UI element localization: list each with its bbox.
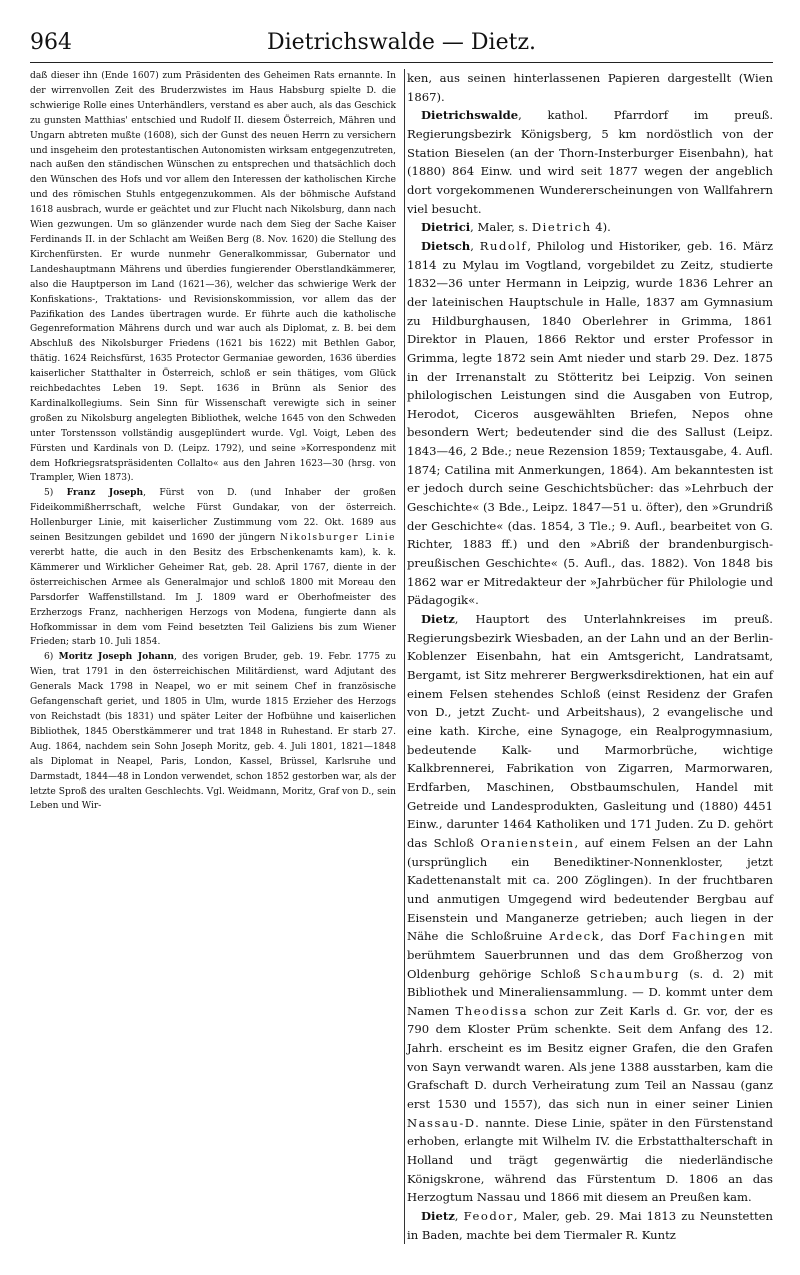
running-head: Dietrichswalde — Dietz. <box>266 30 537 55</box>
entry-text: , kathol. Pfarrdorf im preuß. Regierungsbezirk Königsberg, 5 km nordöstlich von der Station Bieselen (an der Thorn-Insterburger Eisenbahn), hat (1880) 864 Einw. und wird seit 1877 wegen der angeblich dort vorgekommenen Wundererscheinungen von Wallfahrern viel besucht. <box>407 108 773 216</box>
entry-dietz-place <box>407 610 773 1207</box>
place-name: Fachingen <box>671 929 747 944</box>
place-name: Theodissa <box>455 1003 528 1018</box>
page-number: 964 <box>30 30 72 55</box>
cross-reference: Dietrich <box>531 220 592 235</box>
headword: Dietsch <box>421 238 471 253</box>
entry-franz-joseph <box>30 486 396 650</box>
given-name: Feodor <box>463 1209 514 1224</box>
entry-text: , das Dorf <box>600 929 672 944</box>
given-name: Rudolf <box>479 238 528 253</box>
place-name: Oranienstein <box>480 835 575 850</box>
paragraph-text: ken, aus seinen hinterlassenen Papieren dargestellt (Wien 1867). <box>407 71 773 104</box>
place-name: Ardeck <box>549 929 601 944</box>
headword: Dietz <box>421 1209 455 1224</box>
entry-dietz-feodor: Dietz, Feodor, Maler, geb. 29. Mai 1813 zu Neunstetten in Baden, machte bei dem Tiermaler R. Kuntz <box>407 1209 773 1242</box>
entry-text: , Philolog und Historiker, geb. 16. März 1814 zu Mylau im Vogtland, vorgebildet zu Zeitz, studierte 1832—36 unter Hermann in Leipzig, wurde 1836 Lehrer an der lateinischen Hauptschule in Halle, 1837 am Gymnasium zu Hildburghausen, 1840 Oberlehrer in Grimma, 1861 Direktor in Plauen, 1866 Rektor und erster Professor in Grimma, legte 1872 sein Amt nieder und starb 29. Dez. 1875 in der Irrenanstalt zu Stötteritz bei Leipzig. Von seinen philologischen Leistungen sind die Ausgaben von Eutrop, Herodot, Ciceros ausgewählten Briefen, Nepos ohne besondern Wert; bedeutender sind die des Sallust (Leipz. 1843—46, 2 Bde.; neue Rezension 1859; Textausgabe, 4. Aufl. 1874; Catilina mit Anmerkungen, 1864). Am bekanntesten ist er jedoch durch seine Geschichtsbücher: das »Lehrbuch der Geschichte« (3 Bde., Leipz. 1847—51 u. öfter), den »Grundriß der Geschichte« (das. 1854, 3 Tle.; 9. Aufl., bearbeitet von G. Richter, 1883 ff.) und den »Abriß der brandenburgisch-preußischen Geschichte« (5. Aufl., das. 1882). Von 1848 bis 1862 war er Mitredakteur der »Jahrbücher für Philologie und Pädagogik«. <box>407 238 773 608</box>
entry-name: Moritz Joseph Johann <box>58 651 174 663</box>
entry-dietsch: Dietsch, Rudolf, Philolog und Historiker, geb. 16. März 1814 zu Mylau im Vogtland, vorgebildet zu Zeitz, studierte 1832—36 unter Hermann in Leipzig, wurde 1836 Lehrer an der lateinischen Hauptschule in Halle, 1837 am Gymnasium zu Hildburghausen, 1840 Oberlehrer in Grimma, 1861 Direktor in Plauen, 1866 Rektor und erster Professor in Grimma, legte 1872 sein Amt nieder und starb 29. Dez. 1875 in der Irrenanstalt zu Stötteritz bei Leipzig. Von seinen philologischen Leistungen sind die Ausgaben von Eutrop, Herodot, Ciceros ausgewählten Briefen, Nepos ohne besondern Wert; bedeutender sind die des Sallust (Leipz. 1843—46, 2 Bde.; neue Rezension 1859; Textausgabe, 4. Aufl. 1874; Catilina mit Anmerkungen, 1864). Am bekanntesten ist er jedoch durch seine Geschichtsbücher: das »Lehrbuch der Geschichte« (3 Bde., Leipz. 1847—51 u. öfter), den »Grundriß der Geschichte« (das. 1854, 3 Tle.; 9. Aufl., bearbeitet von G. Richter, 1883 ff.) und den »Abriß der brandenburgisch-preußischen Geschichte« (5. Aufl., das. 1882). Von 1848 bis 1862 war er Mitredakteur der »Jahrbücher für Philologie und Pädagogik«. <box>407 238 773 608</box>
emphasis-text: Nikolsburger Linie <box>280 533 396 544</box>
page-header <box>30 30 773 63</box>
headword: Dietrici <box>421 220 471 235</box>
entry-text: schon zur Zeit Karls d. Gr. vor, der es 790 dem Kloster Prüm schenkte. Seit dem Anfang des 12. Jahrh. erscheint es im Besitz eigner Grafen, die den Grafen von Sayn verwandt waren. Als jene 1388 ausstarben, kam die Grafschaft D. durch Verheiratung zum Teil an Nassau (ganz erst 1530 und 1557), das sich nun in einer seiner Linien <box>407 1003 773 1112</box>
headword: Dietrichswalde <box>421 108 519 123</box>
headword: Dietz <box>421 612 455 627</box>
entry-number: 5) <box>44 488 67 499</box>
entry-number: 6) <box>44 652 59 663</box>
entry-dietrichswalde <box>407 106 773 218</box>
entry-text: , Hauptort des Unterlahnkreises im preuß. Regierungsbezirk Wiesbaden, an der Lahn und an der Berlin-Koblenzer Eisenbahn, hat ein Amtsgericht, Landratsamt, Bergamt, ist Sitz mehrerer Bergwerksdirektionen, hat ein auf einem Felsen stehendes Schloß (einst Residenz der Grafen von D., jetzt Zucht- und Arbeitshaus), 2 evangelische und eine kath. Kirche, eine Synagoge, ein Realprogymnasium, bedeutende Kalk- und Marmorbrüche, wichtige Kalkbrennerei, Fabrikation von Zigarren, Marmorwaren, Erdfarben, Maschinen, Obstbaumschulen, Handel mit Getreide und Landesprodukten, Gasleitung und (1880) 4451 Einw., darunter 1464 Katholiken und 171 Juden. Zu D. gehört das Schloß <box>407 612 773 850</box>
paragraph-text: daß dieser ihn (Ende 1607) zum Präsidenten des Geheimen Rats ernannte. In der wirrenvollen Zeit des Bruderzwistes im Haus Habsburg spielte D. die schwierige Rolle eines Unterhändlers, verstand es aber auch, als das Geschick zu gunsten Matthias' entschied und Rudolf II. diesem Österreich, Mähren und Ungarn abtreten mußte (1608), sich der Gunst des neuen Herrn zu versichern und insgeheim den protestantischen Autonomisten wirksam entgegenzutreten, nach außen den ständischen Wünschen zu entsprechen und thatsächlich doch den Wünschen des Hofs und vor allem den Interessen der katholischen Kirche und des römischen Stuhls entgegenzukommen. Als der böhmische Aufstand 1618 ausbrach, wurde er geächtet und zur Flucht nach Nikolsburg, dann nach Wien gezwungen. Um so glänzender wurde nach dem Sieg der Sache Kaiser Ferdinands II. in der Schlacht am Weißen Berg (8. Nov. 1620) die Stellung des Kirchenfürsten. Er wurde nunmehr Generalkommissar, Gubernator und Landeshauptmann Mährens und überdies fungierender Oberstlandkämmerer, also die Hauptperson im Land (1621—36), welcher das schwierige Werk der Konfiskations-, Traktations- und Revisionskommission, vor allem das der Pazifikation des Landes übertragen wurde. Er führte auch die katholische Gegenreformation Mährens durch und war auch als Diplomat, z. B. bei dem Abschluß des Nikolsburger Friedens (1621 bis 1622) mit Bethlen Gabor, thätig. 1624 Reichsfürst, 1635 Protector Germaniae geworden, 1636 überdies kaiserlicher Statthalter in Österreich, schloß er sein thätiges, vom Glück reichbedachtes Leben 19. Sept. 1636 in Brünn als Senior des Kardinalkollegiums. Sein Sinn für Wissenschaft verewigte sich in seiner großen zu Nikolsburg angelegten Bibliothek, welche 1645 von den Schweden unter Torstensson vollständig ausgeplündert wurde. Vgl. Voigt, Leben des Fürsten und Kardinals von D. (Leipz. 1792), und seine »Korrespondenz mit dem Hofkriegsratspräsidenten Collalto« aus den Jahren 1623—30 (hrsg. von Trampler, Wien 1873). <box>30 71 396 484</box>
right-column <box>407 69 773 1244</box>
entry-text: , auf einem Felsen an der Lahn (ursprünglich ein Benediktiner-Nonnenkloster, jetzt Kadettenanstalt mit ca. 200 Zöglingen). In der fruchtbaren und anmutigen Umgegend wird bedeutender Bergbau auf Eisenstein und Manganerze getrieben; auch liegen in der Nähe die Schloßruine <box>407 835 773 944</box>
entry-text: , Fürst von D. (und Inhaber der großen Fideikommißherrschaft, welche Fürst Gundakar, von der österreich. Hollenburger Linie, mit kaiserlicher Zustimmung vom 22. Okt. 1689 aus seinen Besitzungen gebildet und 1690 der jüngern <box>30 488 396 544</box>
text-columns <box>30 69 773 1244</box>
entry-name: Franz Joseph <box>66 487 144 499</box>
entry-dietrici <box>407 218 773 237</box>
left-column <box>30 69 405 1244</box>
entry-text: , des vorigen Bruder, geb. 19. Febr. 1775 zu Wien, trat 1791 in den österreichischen Militärdienst, ward Adjutant des Generals Mack 1798 in Neapel, wo er mit seinem Chef in französische Gefangenschaft geriet, und 1805 in Ulm, wurde 1815 Erzieher des Herzogs von Reichstadt (bis 1831) und später Leiter der Hofbühne und kaiserlichen Bibliothek, 1845 Oberstkämmerer und trat 1848 in Ruhestand. Er starb 27. Aug. 1864, nachdem sein Sohn Joseph Moritz, geb. 4. Juli 1801, 1821—1848 als Diplomat in Neapel, Paris, London, Kassel, Brüssel, Karlsruhe und Darmstadt, 1844—48 in London verwendet, schon 1852 gestorben war, als der letzte Sproß des uralten Geschlechts. Vgl. Weidmann, Moritz, Graf von D., sein Leben und Wir- <box>30 652 397 812</box>
paragraph-continuation <box>30 69 396 486</box>
entry-text: , Maler, s. <box>470 220 532 235</box>
entry-text: nannte. Diese Linie, später in den Fürstenstand erhoben, erlangte mit Wilhelm IV. die Erbstatthalterschaft in Holland und trägt gegenwärtig die niederländische Königskrone, während das Fürstentum D. 1806 an das Herzogtum Nassau und 1866 mit diesem an Preußen kam. <box>407 1115 773 1205</box>
place-name: Nassau-D. <box>407 1115 481 1130</box>
entry-moritz-joseph-johann <box>30 650 396 814</box>
paragraph-continuation <box>407 69 773 106</box>
entry-text: (s. d. 2) mit Bibliothek und Mineraliensammlung. — D. kommt unter dem Namen <box>407 966 773 1018</box>
place-name: Schaumburg <box>589 966 680 981</box>
entry-text: mit berühmtem Sauerbrunnen und das dem Großherzog von Oldenburg gehörige Schloß <box>407 929 773 981</box>
entry-text: , Maler, geb. 29. Mai 1813 zu Neunstetten in Baden, machte bei dem Tiermaler R. Kuntz <box>407 1209 773 1242</box>
entry-text: 4). <box>591 220 611 235</box>
entry-text: vererbt hatte, die auch in den Besitz des Erbschenkenamts kam), k. k. Kämmerer und Wirklicher Geheimer Rat, geb. 28. April 1767, diente in der österreichischen Armee als Generalmajor und schloß 1800 mit Moreau den Parsdorfer Waffenstillstand. Im J. 1809 ward er Oberhofmeister des Erzherzogs Franz, nachherigen Herzogs von Modena, fungierte dann als Hofkommissar in dem vom Feind besetzten Teil Galiziens bis zum Wiener Frieden; starb 10. Juli 1854. <box>30 548 396 648</box>
